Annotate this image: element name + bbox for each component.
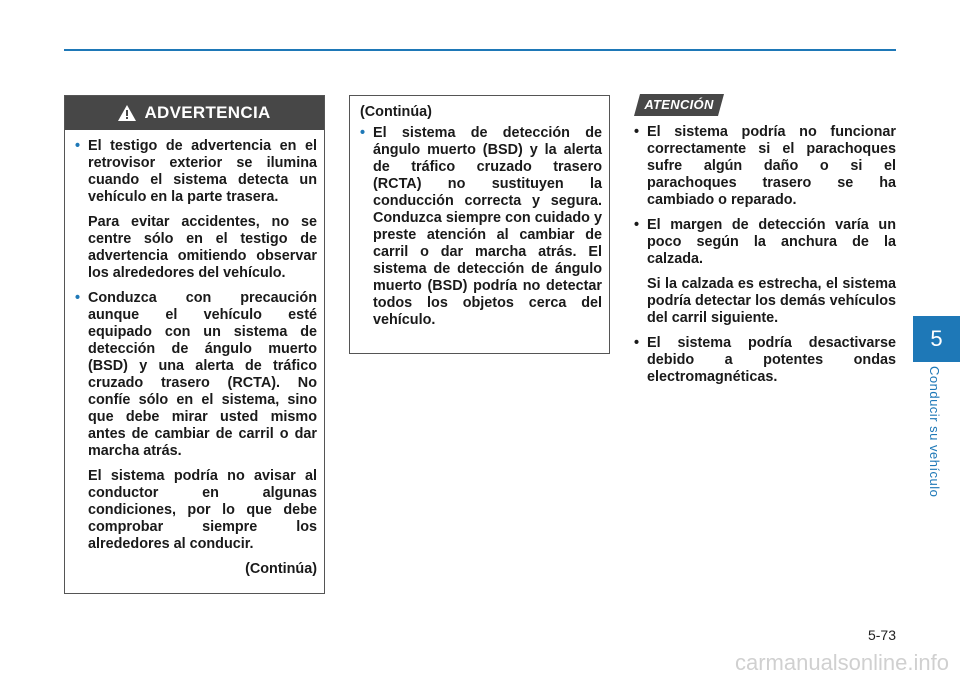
bullet-dot-icon: • [634, 124, 640, 140]
warning-bullet: • Conduzca con precaución aunque el vehículo esté equipado con un sistema de detección de ángulo muerto (BSD) y una alerta de tráfico cruzado trasero (RCTA). No confíe sólo en el sistema, sino que debe mirar usted mismo antes de cambiar de carril o dar marcha atrás. [75, 290, 317, 459]
chapter-tab[interactable]: 5 [913, 316, 960, 362]
warning-header [65, 96, 324, 130]
caution-paragraph: Si la calzada es estrecha, el sistema podría detectar los demás vehículos del carril siguiente. [647, 276, 896, 326]
warning-paragraph: Para evitar accidentes, no se centre sólo en el testigo de advertencia omitiendo observar los alrededores del vehículo. [88, 214, 317, 281]
warning-body [65, 130, 324, 578]
bullet-dot-icon: • [634, 217, 640, 233]
warning-title: ADVERTENCIA [144, 103, 271, 122]
bullet-dot-icon: • [75, 138, 81, 154]
continues-label: (Continúa) [245, 561, 317, 577]
warning-triangle-icon [118, 105, 136, 121]
caution-body [634, 124, 896, 394]
caution-label: ATENCIÓN [644, 97, 714, 112]
chapter-label: Conducir su vehículo [927, 366, 942, 498]
caution-bullet: • El sistema podría desactivarse debido a potentes ondas electromagnéticas. [634, 335, 896, 385]
continuation-box [349, 95, 610, 354]
watermark: carmanualsonline.info [734, 650, 949, 675]
caution-bullet: • El margen de detección varía un poco según la anchura de la calzada. [634, 217, 896, 267]
caution-bullet: • El sistema podría no funcionar correctamente si el parachoques sufre algún daño o si el parachoques trasero se ha cambiado o reparado. [634, 124, 896, 208]
continuation-heading: (Continúa) [360, 104, 432, 120]
bullet-dot-icon: • [634, 335, 640, 351]
continuation-bullet: • El sistema de detección de ángulo muerto (BSD) y la alerta de tráfico cruzado trasero (RCTA) no sustituyen la conducción correcta y segura. Conduzca siempre con cuidado y preste atención al cambiar de carril o dar marcha atrás. El sistema de detección de ángulo muerto (BSD) podría no detectar todos los objetos cerca del vehículo. [360, 125, 602, 328]
bullet-dot-icon: • [75, 290, 81, 306]
top-rule [64, 49, 896, 51]
warning-box [64, 95, 325, 594]
warning-bullet: • El testigo de advertencia en el retrovisor exterior se ilumina cuando el sistema detecta un vehículo en la parte trasera. [75, 138, 317, 205]
warning-paragraph: El sistema podría no avisar al conductor en algunas condiciones, por lo que debe comprobar siempre los alrededores al conducir. [88, 468, 317, 552]
page-number: 5-73 [867, 627, 896, 643]
bullet-dot-icon: • [360, 125, 366, 141]
